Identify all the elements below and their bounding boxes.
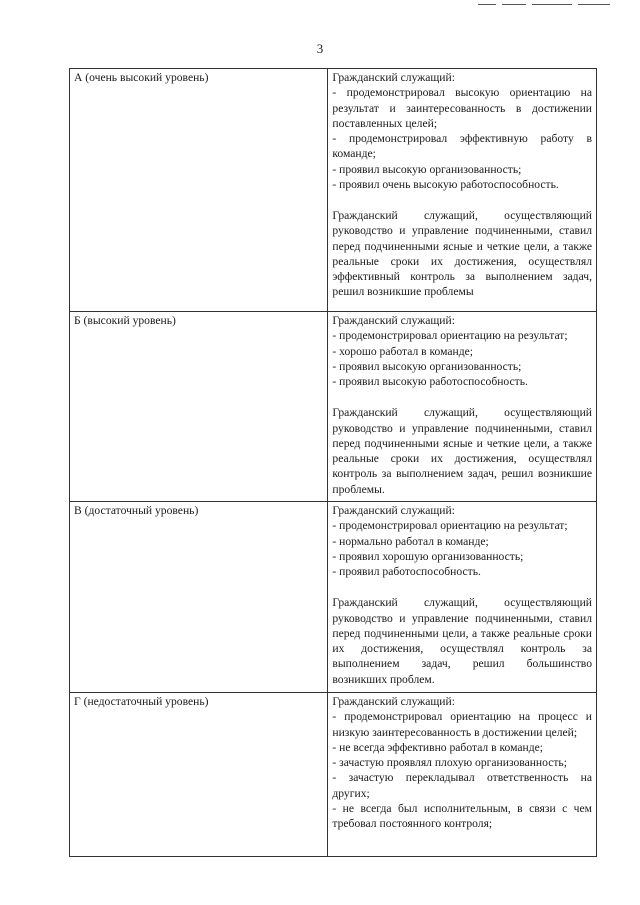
- scan-artifact-line: [502, 4, 526, 5]
- level-name: Г (недостаточный уровень): [74, 695, 209, 708]
- level-cell: [70, 502, 328, 693]
- scan-artifact-line: [578, 4, 610, 5]
- description-leader: Гражданский служащий, осуществляющий руководство и управление подчиненными, ставил перед подчиненными ясные и четкие цели, а также реальные сроки их достижения, осуществлял эффективный контроль за выполнением задач, решил возникшие проблемы: [332, 209, 592, 299]
- description-item: - проявил хорошую организованность;: [332, 549, 524, 563]
- level-name: А (очень высокий уровень): [74, 71, 209, 84]
- description-item: - хорошо работал в команде;: [332, 344, 474, 358]
- page-number: 3: [316, 41, 324, 56]
- level-cell: [70, 693, 328, 857]
- evaluation-levels-table: [69, 68, 597, 857]
- description-item: - проявил работоспособность.: [332, 565, 481, 578]
- description-cell: [328, 693, 597, 857]
- description-item: - нормально работал в команде;: [332, 534, 489, 548]
- table-row: [70, 312, 597, 502]
- table-row: [70, 69, 597, 312]
- table-row: [70, 693, 597, 857]
- scan-artifact-line: [532, 4, 572, 5]
- level-cell: [70, 312, 328, 502]
- level-name: Б (высокий уровень): [74, 314, 176, 327]
- description-item: - не всегда был исполнительным, в связи с чем требовал постоянного контроля;: [332, 801, 592, 830]
- description-item: - проявил высокую организованность;: [332, 162, 522, 176]
- description-item: - продемонстрировал ориентацию на процесс и низкую заинтересованность в достижении целей;: [332, 710, 592, 739]
- description-leader: Гражданский служащий, осуществляющий руководство и управление подчиненными, ставил перед подчиненными цели, а также реальные сроки их достижения, осуществлял контроль за выполнением задач, решил большинство возникших проблем.: [332, 596, 592, 686]
- description-item: - не всегда эффективно работал в команде;: [332, 740, 543, 754]
- description-intro: Гражданский служащий:: [332, 504, 455, 517]
- description-item: - продемонстрировал ориентацию на результат;: [332, 519, 568, 533]
- description-cell: [328, 502, 597, 693]
- description-item: - продемонстрировал ориентацию на результат;: [332, 329, 568, 343]
- description-leader: Гражданский служащий, осуществляющий руководство и управление подчиненными, ставил перед подчиненными ясные и четкие цели, а также реальные сроки их достижения, осуществлял контроль за выполнением задач, решил возникшие проблемы.: [332, 406, 592, 496]
- description-intro: Гражданский служащий:: [332, 314, 455, 327]
- description-item: - проявил очень высокую работоспособность.: [332, 177, 559, 191]
- level-cell: [70, 69, 328, 312]
- description-item: - проявил высокую организованность;: [332, 359, 522, 373]
- level-name: В (достаточный уровень): [74, 504, 199, 517]
- scan-artifact-line: [478, 4, 496, 5]
- description-cell: [328, 312, 597, 502]
- description-item: - продемонстрировал эффективную работу в команде;: [332, 132, 592, 161]
- description-item: - зачастую перекладывал ответственность на других;: [332, 771, 592, 800]
- description-item: - зачастую проявлял плохую организованность;: [332, 756, 567, 769]
- description-item: - проявил высокую работоспособность.: [332, 375, 528, 388]
- table-row: [70, 502, 597, 693]
- description-cell: [328, 69, 597, 312]
- description-item: - продемонстрировал высокую ориентацию на результат и заинтересованность в достижении поставленных целей;: [332, 86, 592, 130]
- description-intro: Гражданский служащий:: [332, 695, 455, 708]
- description-intro: Гражданский служащий:: [332, 71, 455, 84]
